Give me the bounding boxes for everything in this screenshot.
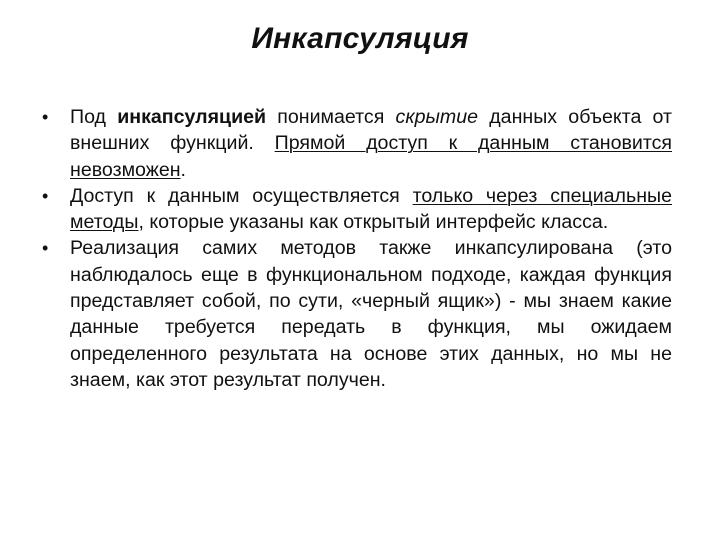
bullet-list <box>40 104 672 393</box>
slide-title: Инкапсуляция <box>251 22 469 55</box>
bullet-marker: • <box>42 185 49 206</box>
bullet-text: понимается <box>266 106 396 128</box>
bullet-text: . <box>180 158 186 181</box>
italic-term: скрытие <box>395 106 479 128</box>
bullet-text: Реализация самих методов также инкапсулирована (это наблюдалось еще в функциональном подходе, каждая функция представляет собой, по сути, «черный ящик») - мы знаем какие данные требуется передать в функция, мы ожидаем определенного результата на основе этих данных, но мы не знаем, как этот результат получен. <box>70 237 672 391</box>
bullet-marker: • <box>42 107 49 127</box>
bullet-text: данных объекта от внешних функций. <box>70 106 672 155</box>
bullet-item-1 <box>40 104 672 183</box>
bullet-text: , которые указаны как открытый интерфейс класса. <box>138 211 609 234</box>
bullet-marker: • <box>42 238 49 259</box>
bold-term: инкапсуляцией <box>117 106 267 128</box>
underlined-phrase: только через специальные методы <box>70 184 672 234</box>
underlined-phrase: Прямой доступ к данным становится невозможен <box>70 132 672 181</box>
bullet-text: Доступ к данным осуществляется <box>70 184 413 207</box>
bullet-text: Под <box>70 106 118 128</box>
bullet-item-3 <box>40 235 672 393</box>
bullet-item-2 <box>40 183 672 236</box>
